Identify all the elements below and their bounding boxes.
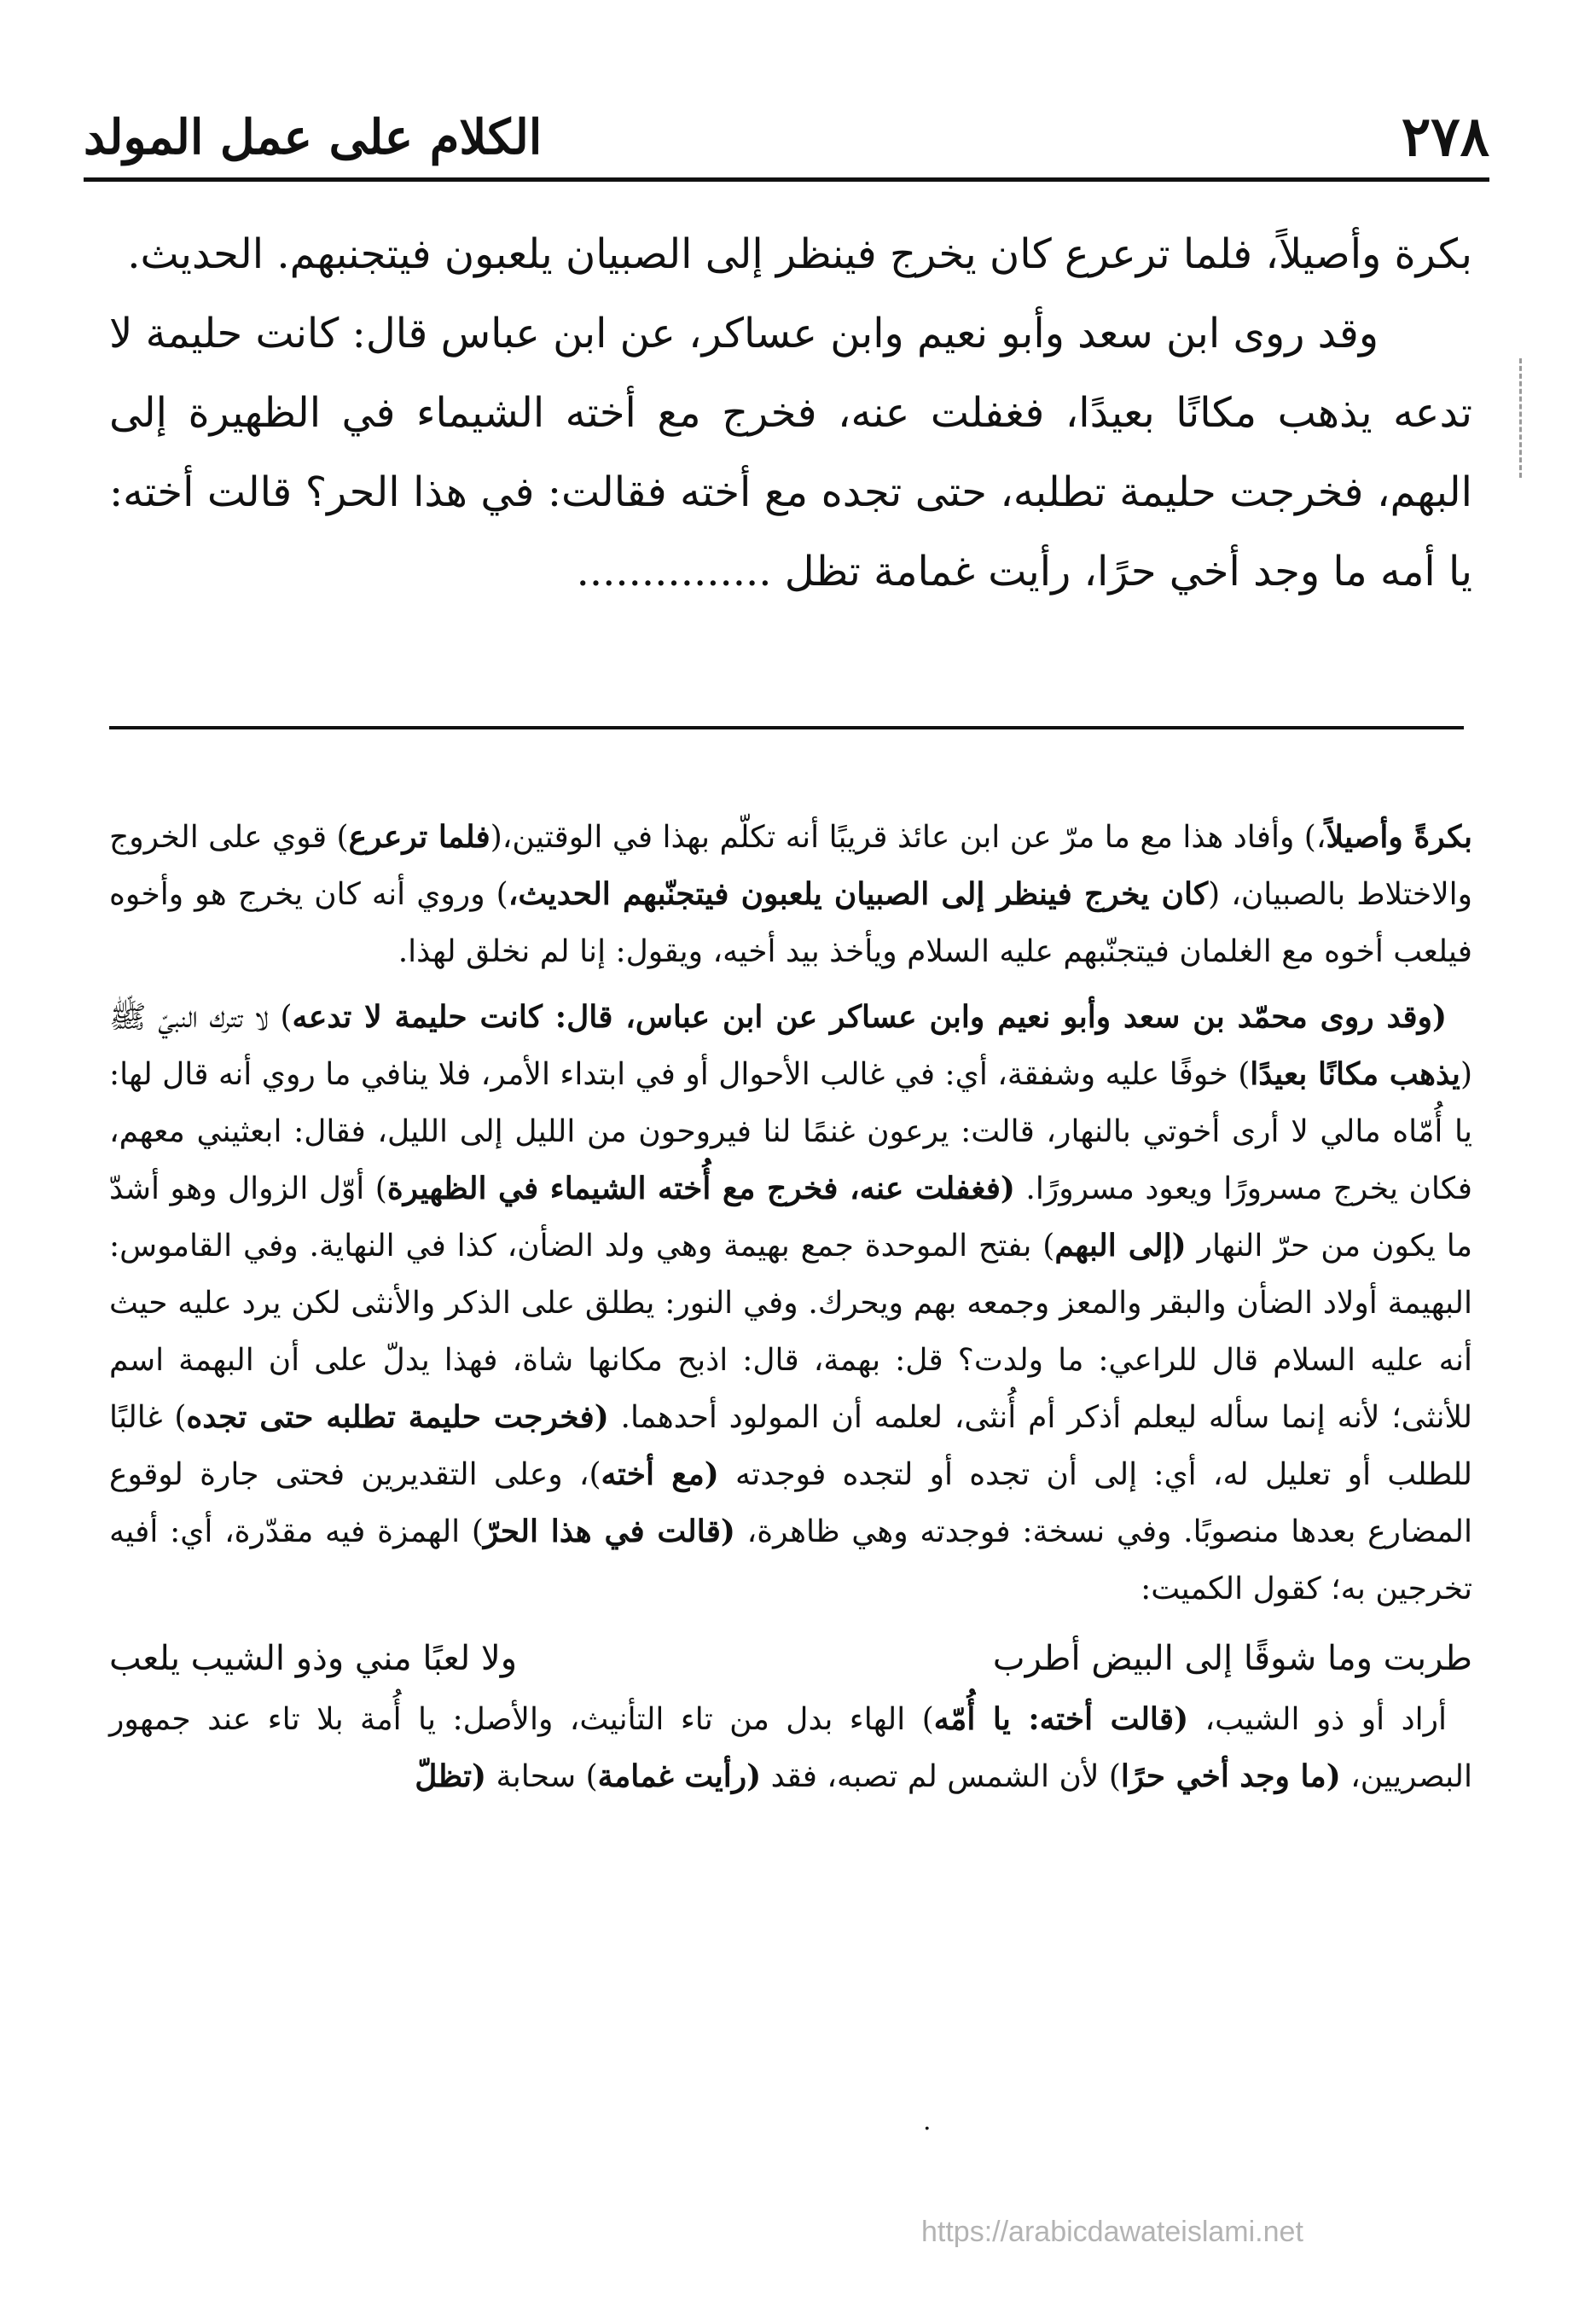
bold-quoted-matn: (قالت في هذا الحرّ bbox=[483, 1514, 735, 1549]
bold-quoted-matn: (فغفلت عنه، فخرج مع أُخته الشيماء في الظهيرة bbox=[386, 1171, 1015, 1206]
bold-quoted-matn: (رأيت غمامة bbox=[597, 1758, 762, 1794]
margin-mark bbox=[1516, 358, 1522, 478]
commentary-run: ) وروي أنه كان يخرج هو وأخوه فيلعب أخوه مع الغلمان فيتجنّبهم عليه السلام ويأخذ بيد أخيه، ويقول: إنا لم نخلق لهذا. bbox=[109, 877, 1472, 969]
bold-quoted-matn: (فخرجت حليمة تطلبه حتى تجده bbox=[186, 1399, 609, 1435]
matn-paragraph-2-text: وقد روى ابن سعد وأبو نعيم وابن عساكر، عن ابن عباس قال: كانت حليمة لا تدعه يذهب مكانًا بعيدًا، فغفلت عنه، فخرج مع أخته الشيماء في الظهيرة إلى البهم، فخرجت حليمة تطلبه، حتى تجده مع أخته فقالت: في هذا الحر؟ قالت أخته: يا أمه ما وجد أخي حرًا، رأيت غمامة تظل bbox=[109, 310, 1472, 596]
commentary-run: ) لا تترك النبيّ ﷺ ( bbox=[109, 1000, 1472, 1092]
poetry-verse bbox=[109, 1626, 1472, 1691]
commentary-run: ) أوّل الزوال وهو أشدّ ما يكون من حرّ النهار bbox=[109, 1171, 1472, 1264]
bold-quoted-matn: يذهب مكانًا بعيدًا bbox=[1250, 1056, 1460, 1092]
bold-quoted-matn: (إلى البهم bbox=[1054, 1228, 1187, 1264]
running-title: الكلام على عمل المولد bbox=[84, 109, 543, 166]
commentary-run: ) سحابة bbox=[486, 1759, 598, 1794]
header-rule bbox=[84, 177, 1489, 182]
bold-quoted-matn: (قالت أخته: يا أُمّه bbox=[933, 1701, 1189, 1737]
bold-quoted-matn: بكرةً وأصيلاً bbox=[1326, 819, 1472, 855]
matn-text bbox=[109, 215, 1472, 612]
commentary-run: ) بفتح الموحدة جمع بهيمة وهي ولد الضأن، كذا في النهاية. وفي القاموس: البهيمة أولاد الضأن والبقر والمعز وجمعه بهم ويحرك. وفي النور: يطلق على الذكر والأنثى لكن يرد عليه حيث أنه عليه السلام قال للراعي: ما ولدت؟ قل: بهمة، قال: اذبح مكانها شاة، فهذا يدلّ على أن البهمة اسم للأنثى؛ لأنه إنما سأله ليعلم أذكر أم أُنثى، لعلمه أن المولود أحدهما. bbox=[109, 1229, 1473, 1435]
stray-mark: . bbox=[923, 2106, 932, 2136]
commentary-paragraph-3 bbox=[109, 1691, 1472, 1805]
bold-quoted-matn: فلما ترعرع bbox=[348, 819, 490, 855]
bold-quoted-matn: (مع أخته bbox=[601, 1456, 719, 1492]
commentary-run: ) غالبًا للطلب أو تعليل له، أي: إلى أن تجده أو لتجده فوجدته bbox=[109, 1400, 1472, 1492]
bold-quoted-matn: (ما وجد أخي حرًا bbox=[1120, 1758, 1341, 1794]
commentary-run: أراد أو ذو الشيب، bbox=[1188, 1702, 1447, 1737]
page-number: ٢٧٨ bbox=[1401, 105, 1489, 169]
verse-hemistich-2: ولا لعبًا مني وذو الشيب يلعب bbox=[109, 1639, 518, 1678]
commentary-run: ) الهاء بدل من تاء التأنيث، والأصل: يا أُمة بلا تاء عند جمهور البصريين، bbox=[109, 1702, 1472, 1794]
commentary-run: ) لأن الشمس لم تصبه، فقد bbox=[761, 1759, 1121, 1794]
commentary-run: )، وعلى التقديرين فحتى جارة لوقوع المضارع بعدها منصوبًا. وفي نسخة: فوجدته وهي ظاهرة، bbox=[109, 1457, 1472, 1549]
section-divider bbox=[109, 726, 1464, 729]
matn-paragraph-2 bbox=[109, 294, 1472, 612]
bold-quoted-matn: (وقد روى محمّد بن سعد وأبو نعيم وابن عساكر عن ابن عباس، قال: كانت حليمة لا تدعه bbox=[292, 999, 1447, 1035]
commentary-run: ) خوفًا عليه وشفقة، أي: في غالب الأحوال أو في ابتداء الأمر، فلا ينافي ما روي أنه قال لها: يا أُمّاه مالي لا أرى أخوتي بالنهار، قالت: يرعون غنمًا لنا فيروحون من الليل إلى الليل، فقال: ابعثيني معهم، فكان يخرج مسرورًا ويعود مسرورًا. bbox=[109, 1057, 1472, 1206]
bold-quoted-matn: (تظلّ bbox=[415, 1758, 487, 1794]
commentary-paragraph-2 bbox=[109, 989, 1472, 1618]
ellipsis-dots: ............... bbox=[576, 548, 772, 596]
matn-paragraph-1: بكرة وأصيلاً، فلما ترعرع كان يخرج فينظر إلى الصبيان يلعبون فيتجنبهم. الحديث. bbox=[127, 230, 1472, 278]
watermark-url[interactable]: https://arabicdawateislami.net bbox=[921, 2216, 1303, 2248]
commentary-run: ،) وأفاد هذا مع ما مرّ عن ابن عائذ قريبًا أنه تكلّم بهذا في الوقتين،( bbox=[490, 820, 1326, 855]
commentary-run: ) الهمزة فيه مقدّرة، أي: أفيه تخرجين به؛ كقول الكميت: bbox=[109, 1514, 1472, 1606]
bold-quoted-matn: كان يخرج فينظر إلى الصبيان يلعبون فيتجنّبهم الحديث، bbox=[508, 876, 1209, 912]
verse-hemistich-1: طربت وما شوقًا إلى البيض أطرب bbox=[992, 1639, 1472, 1678]
page-header bbox=[84, 101, 1489, 174]
commentary-text bbox=[109, 809, 1472, 1805]
commentary-run: ) قوي على الخروج والاختلاط بالصبيان، ( bbox=[109, 820, 1473, 912]
commentary-paragraph-1 bbox=[109, 809, 1472, 980]
